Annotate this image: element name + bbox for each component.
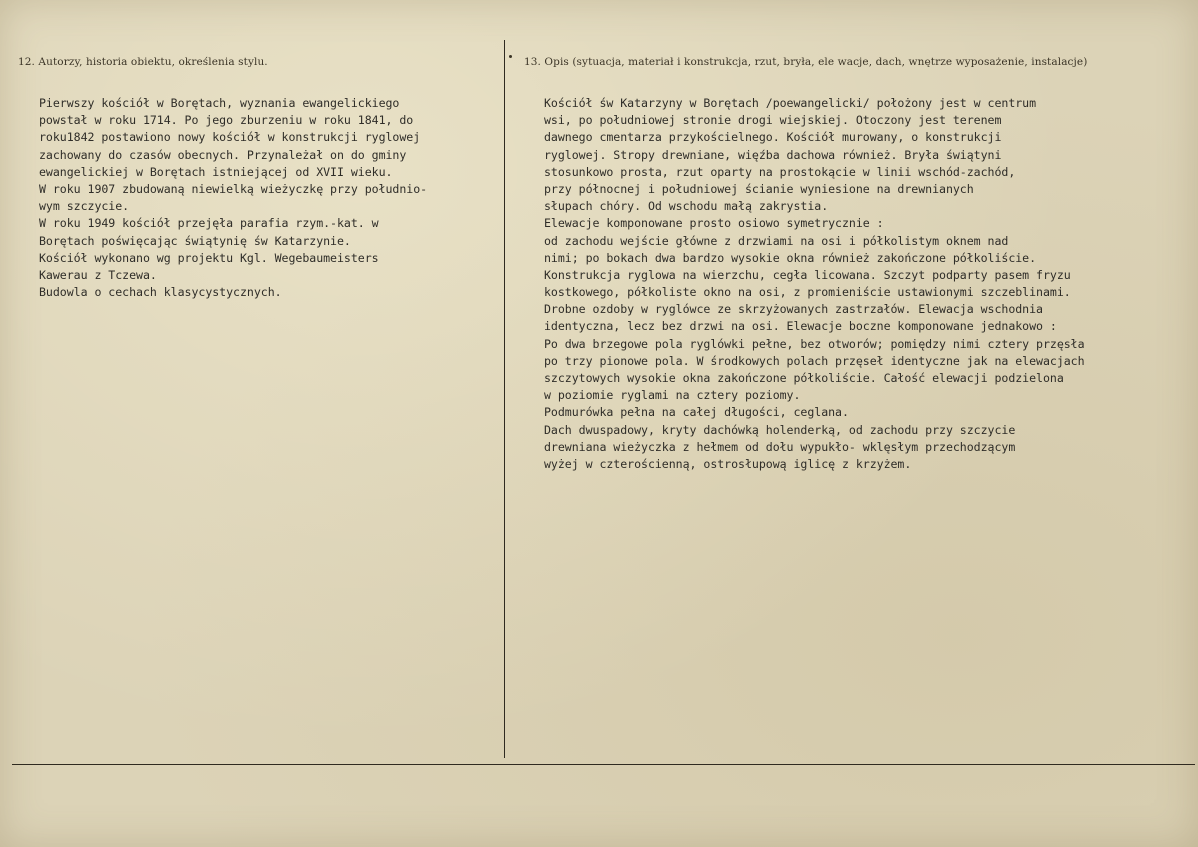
text-line: W roku 1907 zbudowaną niewielką wieżyczkę przy południo- bbox=[39, 181, 428, 196]
section-13-heading: 13. Opis (sytuacja, materiał i konstrukcja, rzut, bryła, ele wacje, dach, wnętrze wyposażenie, instalacje) bbox=[524, 56, 1088, 68]
text-line: ewangelickiej w Borętach istniejącej od XVII wieku. bbox=[39, 164, 393, 179]
text-line: Po dwa brzegowe pola ryglówki pełne, bez otworów; pomiędzy nimi cztery przęsła bbox=[544, 336, 1085, 351]
column-divider bbox=[504, 40, 505, 758]
text-line: Podmurówka pełna na całej długości, ceglana. bbox=[544, 405, 849, 420]
text-line: Kawerau z Tczewa. bbox=[39, 267, 157, 282]
text-line: wyżej w czterościenną, ostrosłupową iglicę z krzyżem. bbox=[544, 456, 912, 471]
text-line: wym szczycie. bbox=[39, 199, 130, 214]
bottom-rule bbox=[12, 764, 1195, 765]
text-line: drewniana wieżyczka z hełmem od dołu wypukło- wklęsłym przechodzącym bbox=[544, 439, 1016, 454]
text-line: kostkowego, półkoliste okno na osi, z promieniście ustawionymi szczeblinami. bbox=[544, 285, 1071, 300]
text-line: identyczna, lecz bez drzwi na osi. Elewacje boczne komponowane jednakowo : bbox=[544, 319, 1057, 334]
text-line: od zachodu wejście główne z drzwiami na osi i półkolistym oknem nad bbox=[544, 233, 1009, 248]
text-line: Dach dwuspadowy, kryty dachówką holenderką, od zachodu przy szczycie bbox=[544, 422, 1016, 437]
text-line: w poziomie ryglami na cztery poziomy. bbox=[544, 388, 801, 403]
text-line: Elewacje komponowane prosto osiowo symetrycznie : bbox=[544, 216, 884, 231]
text-line: Drobne ozdoby w ryglówce ze skrzyżowanych zastrzałów. Elewacja wschodnia bbox=[544, 302, 1043, 317]
text-line: dawnego cmentarza przykościelnego. Kościół murowany, o konstrukcji bbox=[544, 130, 1002, 145]
section-12-text bbox=[39, 95, 501, 301]
text-line: Pierwszy kościół w Borętach, wyznania ewangelickiego bbox=[39, 96, 400, 110]
text-line: przy północnej i południowej ścianie wyniesione na drewnianych bbox=[544, 181, 974, 196]
text-line: Kościół św Katarzyny w Borętach /poewangelicki/ położony jest w centrum bbox=[544, 96, 1037, 110]
text-line: roku1842 postawiono nowy kościół w konstrukcji ryglowej bbox=[39, 130, 421, 145]
bullet-mark bbox=[509, 55, 512, 58]
text-line: Budowla o cechach klasycystycznych. bbox=[39, 285, 282, 300]
text-line: W roku 1949 kościół przejęła parafia rzym.-kat. w bbox=[39, 216, 379, 231]
text-line: wsi, po południowej stronie drogi wiejskiej. Otoczony jest terenem bbox=[544, 113, 1002, 128]
text-line: stosunkowo prosta, rzut oparty na prostokącie w linii wschód-zachód, bbox=[544, 164, 1016, 179]
section-13-text bbox=[544, 95, 1194, 473]
text-line: Kościół wykonano wg projektu Kgl. Wegebaumeisters bbox=[39, 250, 379, 265]
section-12-heading: 12. Autorzy, historia obiektu, określenia stylu. bbox=[18, 56, 268, 68]
text-line: nimi; po bokach dwa bardzo wysokie okna również zakończone półkoliście. bbox=[544, 250, 1037, 265]
text-line: powstał w roku 1714. Po jego zburzeniu w roku 1841, do bbox=[39, 113, 414, 128]
text-line: szczytowych wysokie okna zakończone półkoliście. Całość elewacji podzielona bbox=[544, 371, 1064, 385]
text-line: słupach chóry. Od wschodu małą zakrystia. bbox=[544, 199, 829, 214]
text-line: Konstrukcja ryglowa na wierzchu, cegła licowana. Szczyt podparty pasem fryzu bbox=[544, 267, 1071, 282]
text-line: zachowany do czasów obecnych. Przynależał on do gminy bbox=[39, 147, 407, 162]
text-line: ryglowej. Stropy drewniane, więźba dachowa również. Bryła świątyni bbox=[544, 147, 1002, 162]
text-line: po trzy pionowe pola. W środkowych polach przęseł identyczne jak na elewacjach bbox=[544, 353, 1085, 368]
text-line: Borętach poświęcając świątynię św Katarzynie. bbox=[39, 233, 351, 248]
